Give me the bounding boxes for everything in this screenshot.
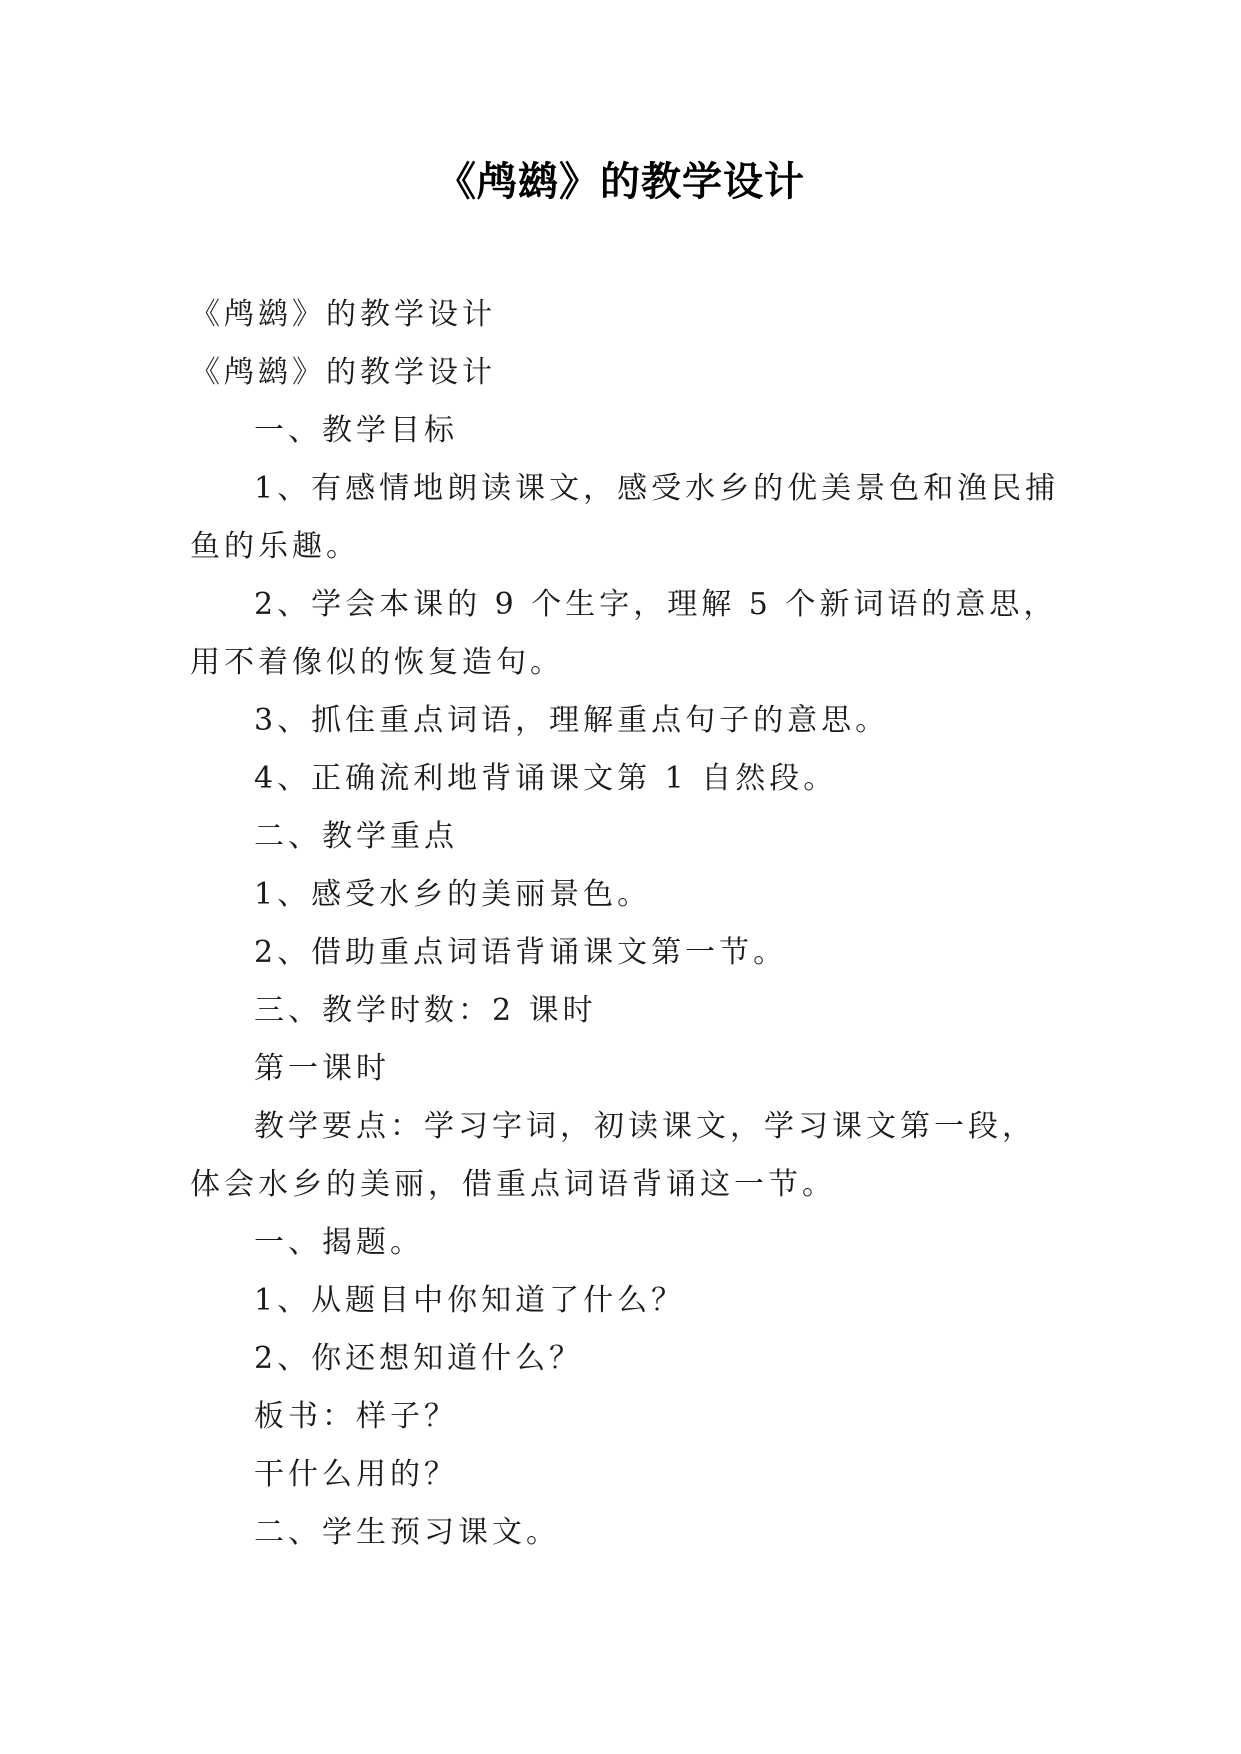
document-body: [190, 286, 1060, 1562]
section-heading: 三、教学时数：2 课时: [254, 993, 597, 1028]
section-heading: 二、教学重点: [254, 819, 458, 854]
paragraph: 干什么用的？: [254, 1457, 458, 1492]
list-item: 2、你还想知道什么？: [254, 1341, 584, 1376]
list-item: 2、学会本课的 9 个生字，理解 5 个新词语的意思，用不着像似的恢复造句。: [190, 587, 1058, 680]
list-item: 4、正确流利地背诵课文第 1 自然段。: [254, 761, 838, 796]
list-item: 3、抓住重点词语，理解重点句子的意思。: [254, 703, 890, 738]
section-heading: 一、教学目标: [254, 413, 458, 448]
section-heading: 一、揭题。: [254, 1225, 424, 1260]
document-title: 《鸬鹚》的教学设计: [436, 159, 805, 205]
paragraph: 教学要点：学习字词，初读课文，学习课文第一段，体会水乡的美丽，借重点词语背诵这一节。: [190, 1109, 1036, 1202]
paragraph: 板书：样子？: [254, 1399, 458, 1434]
lesson-heading: 第一课时: [254, 1051, 390, 1086]
list-item: 1、有感情地朗读课文，感受水乡的优美景色和渔民捕鱼的乐趣。: [190, 471, 1060, 564]
section-heading: 二、学生预习课文。: [254, 1515, 560, 1550]
paragraph: 《鸬鹚》的教学设计: [190, 297, 496, 332]
paragraph: 《鸬鹚》的教学设计: [190, 355, 496, 390]
list-item: 2、借助重点词语背诵课文第一节。: [254, 935, 788, 970]
list-item: 1、从题目中你知道了什么？: [254, 1283, 686, 1318]
list-item: 1、感受水乡的美丽景色。: [254, 877, 652, 912]
